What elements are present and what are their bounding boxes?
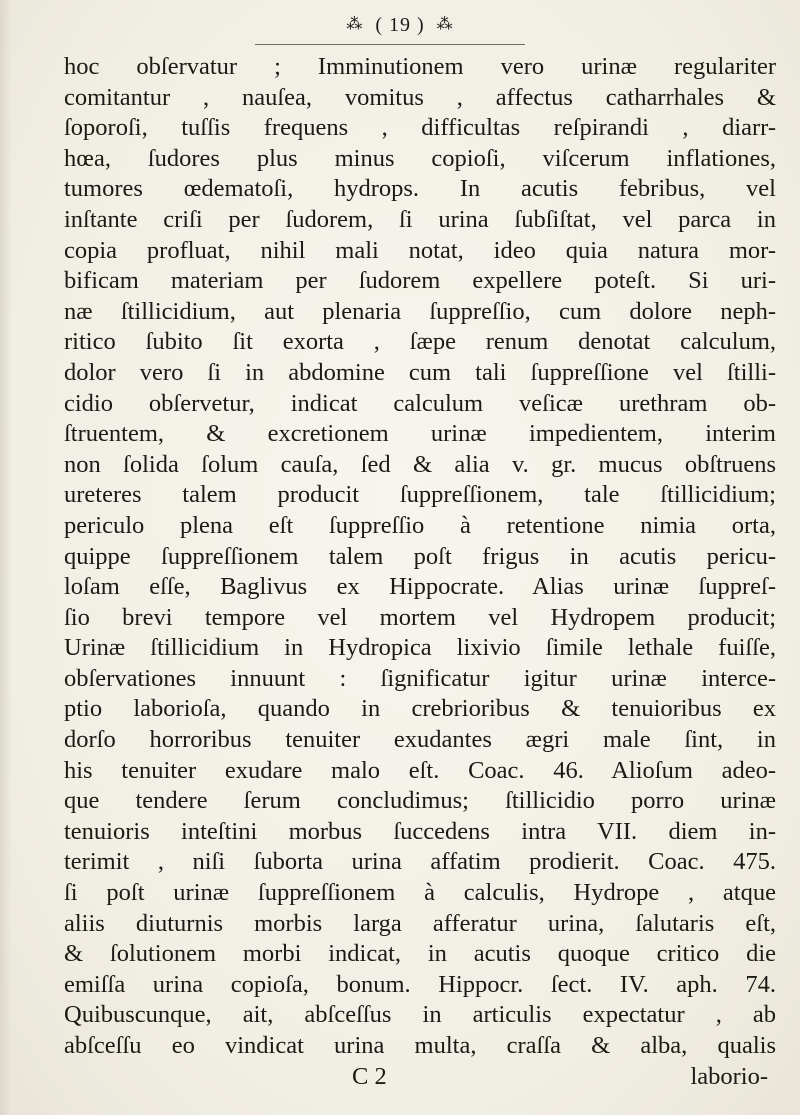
text-line: obſervationes innuunt : ſignificatur igitur urinæ interce- bbox=[64, 664, 776, 692]
text-line: ſoporoſi, tuſſis frequens , difficultas reſpirandi , diarr- bbox=[64, 114, 776, 142]
text-line: terimit , niſi ſuborta urina affatim prodierit. Coac. 475. bbox=[64, 848, 776, 876]
catchword: laborio- bbox=[690, 1062, 768, 1090]
ornament-right-icon: ⁂ bbox=[436, 16, 454, 33]
page-gutter-shadow bbox=[0, 0, 12, 1115]
page-number: ( 19 ) bbox=[375, 14, 425, 36]
text-line: aliis diuturnis morbis larga afferatur urina, ſalutaris eſt, bbox=[64, 909, 776, 937]
text-line: quippe ſuppreſſionem talem poſt frigus in acutis pericu- bbox=[64, 542, 776, 570]
text-line: emiſſa urina copioſa, bonum. Hippocr. ſect. IV. aph. 74. bbox=[64, 970, 776, 998]
text-line: ſi poſt urinæ ſuppreſſionem à calculis, Hydrope , atque bbox=[64, 879, 776, 907]
text-line: hœa, ſudores plus minus copioſi, viſcerum inflationes, bbox=[64, 144, 776, 172]
text-line: abſceſſu eo vindicat urina multa, craſſa & alba, qualis bbox=[64, 1032, 776, 1059]
text-line: periculo plena eſt ſuppreſſio à retentione nimia orta, bbox=[64, 511, 776, 539]
signature-mark: C 2 bbox=[352, 1062, 387, 1090]
ornament-left-icon: ⁂ bbox=[346, 16, 364, 33]
page-footer bbox=[64, 1062, 776, 1093]
text-line: næ ſtillicidium, aut plenaria ſuppreſſio, cum dolore neph- bbox=[64, 297, 776, 325]
text-line: comitantur , nauſea, vomitus , affectus catharrhales & bbox=[64, 83, 776, 111]
text-line: tenuioris inteſtini morbus ſuccedens intra VII. diem in- bbox=[64, 817, 776, 845]
text-line: ſtruentem, & excretionem urinæ impedientem, interim bbox=[64, 420, 776, 448]
text-line: hoc obſervatur ; Imminutionem vero urinæ regulariter bbox=[64, 53, 776, 80]
text-line: cidio obſervetur, indicat calculum veſicæ urethram ob- bbox=[64, 389, 776, 417]
text-line: ſio brevi tempore vel mortem vel Hydropem producit; bbox=[64, 603, 776, 631]
header-rule bbox=[255, 44, 525, 45]
text-line: ritico ſubito ſit exorta , ſæpe renum denotat calculum, bbox=[64, 328, 776, 356]
text-line: dolor vero ſi in abdomine cum tali ſuppreſſione vel ſtilli- bbox=[64, 358, 776, 386]
text-line: tumores œdematoſi, hydrops. In acutis febribus, vel bbox=[64, 175, 776, 203]
text-line: copia profluat, nihil mali notat, ideo quia natura mor- bbox=[64, 236, 776, 264]
text-line: que tendere ſerum concludimus; ſtillicidio porro urinæ bbox=[64, 787, 776, 815]
text-line: ptio laborioſa, quando in crebrioribus & tenuioribus ex bbox=[64, 695, 776, 723]
body-text bbox=[64, 52, 776, 1092]
text-line: inſtante criſi per ſudorem, ſi urina ſubſiſtat, vel parca in bbox=[64, 205, 776, 233]
page-header bbox=[0, 14, 800, 37]
text-line: loſam eſſe, Baglivus ex Hippocrate. Alias urinæ ſuppreſ- bbox=[64, 573, 776, 601]
text-line: Urinæ ſtillicidium in Hydropica lixivio ſimile lethale fuiſſe, bbox=[64, 634, 776, 662]
text-line: bificam materiam per ſudorem expellere poteſt. Si uri- bbox=[64, 267, 776, 295]
text-line: Quibuscunque, ait, abſceſſus in articulis expectatur , ab bbox=[64, 1001, 776, 1029]
text-line: ureteres talem producit ſuppreſſionem, tale ſtillicidium; bbox=[64, 481, 776, 509]
text-line: his tenuiter exudare malo eſt. Coac. 46. Alioſum adeo- bbox=[64, 756, 776, 784]
text-line: dorſo horroribus tenuiter exudantes ægri male ſint, in bbox=[64, 726, 776, 754]
text-line: non ſolida ſolum cauſa, ſed & alia v. gr. mucus obſtruens bbox=[64, 450, 776, 478]
text-line: & ſolutionem morbi indicat, in acutis quoque critico die bbox=[64, 940, 776, 968]
